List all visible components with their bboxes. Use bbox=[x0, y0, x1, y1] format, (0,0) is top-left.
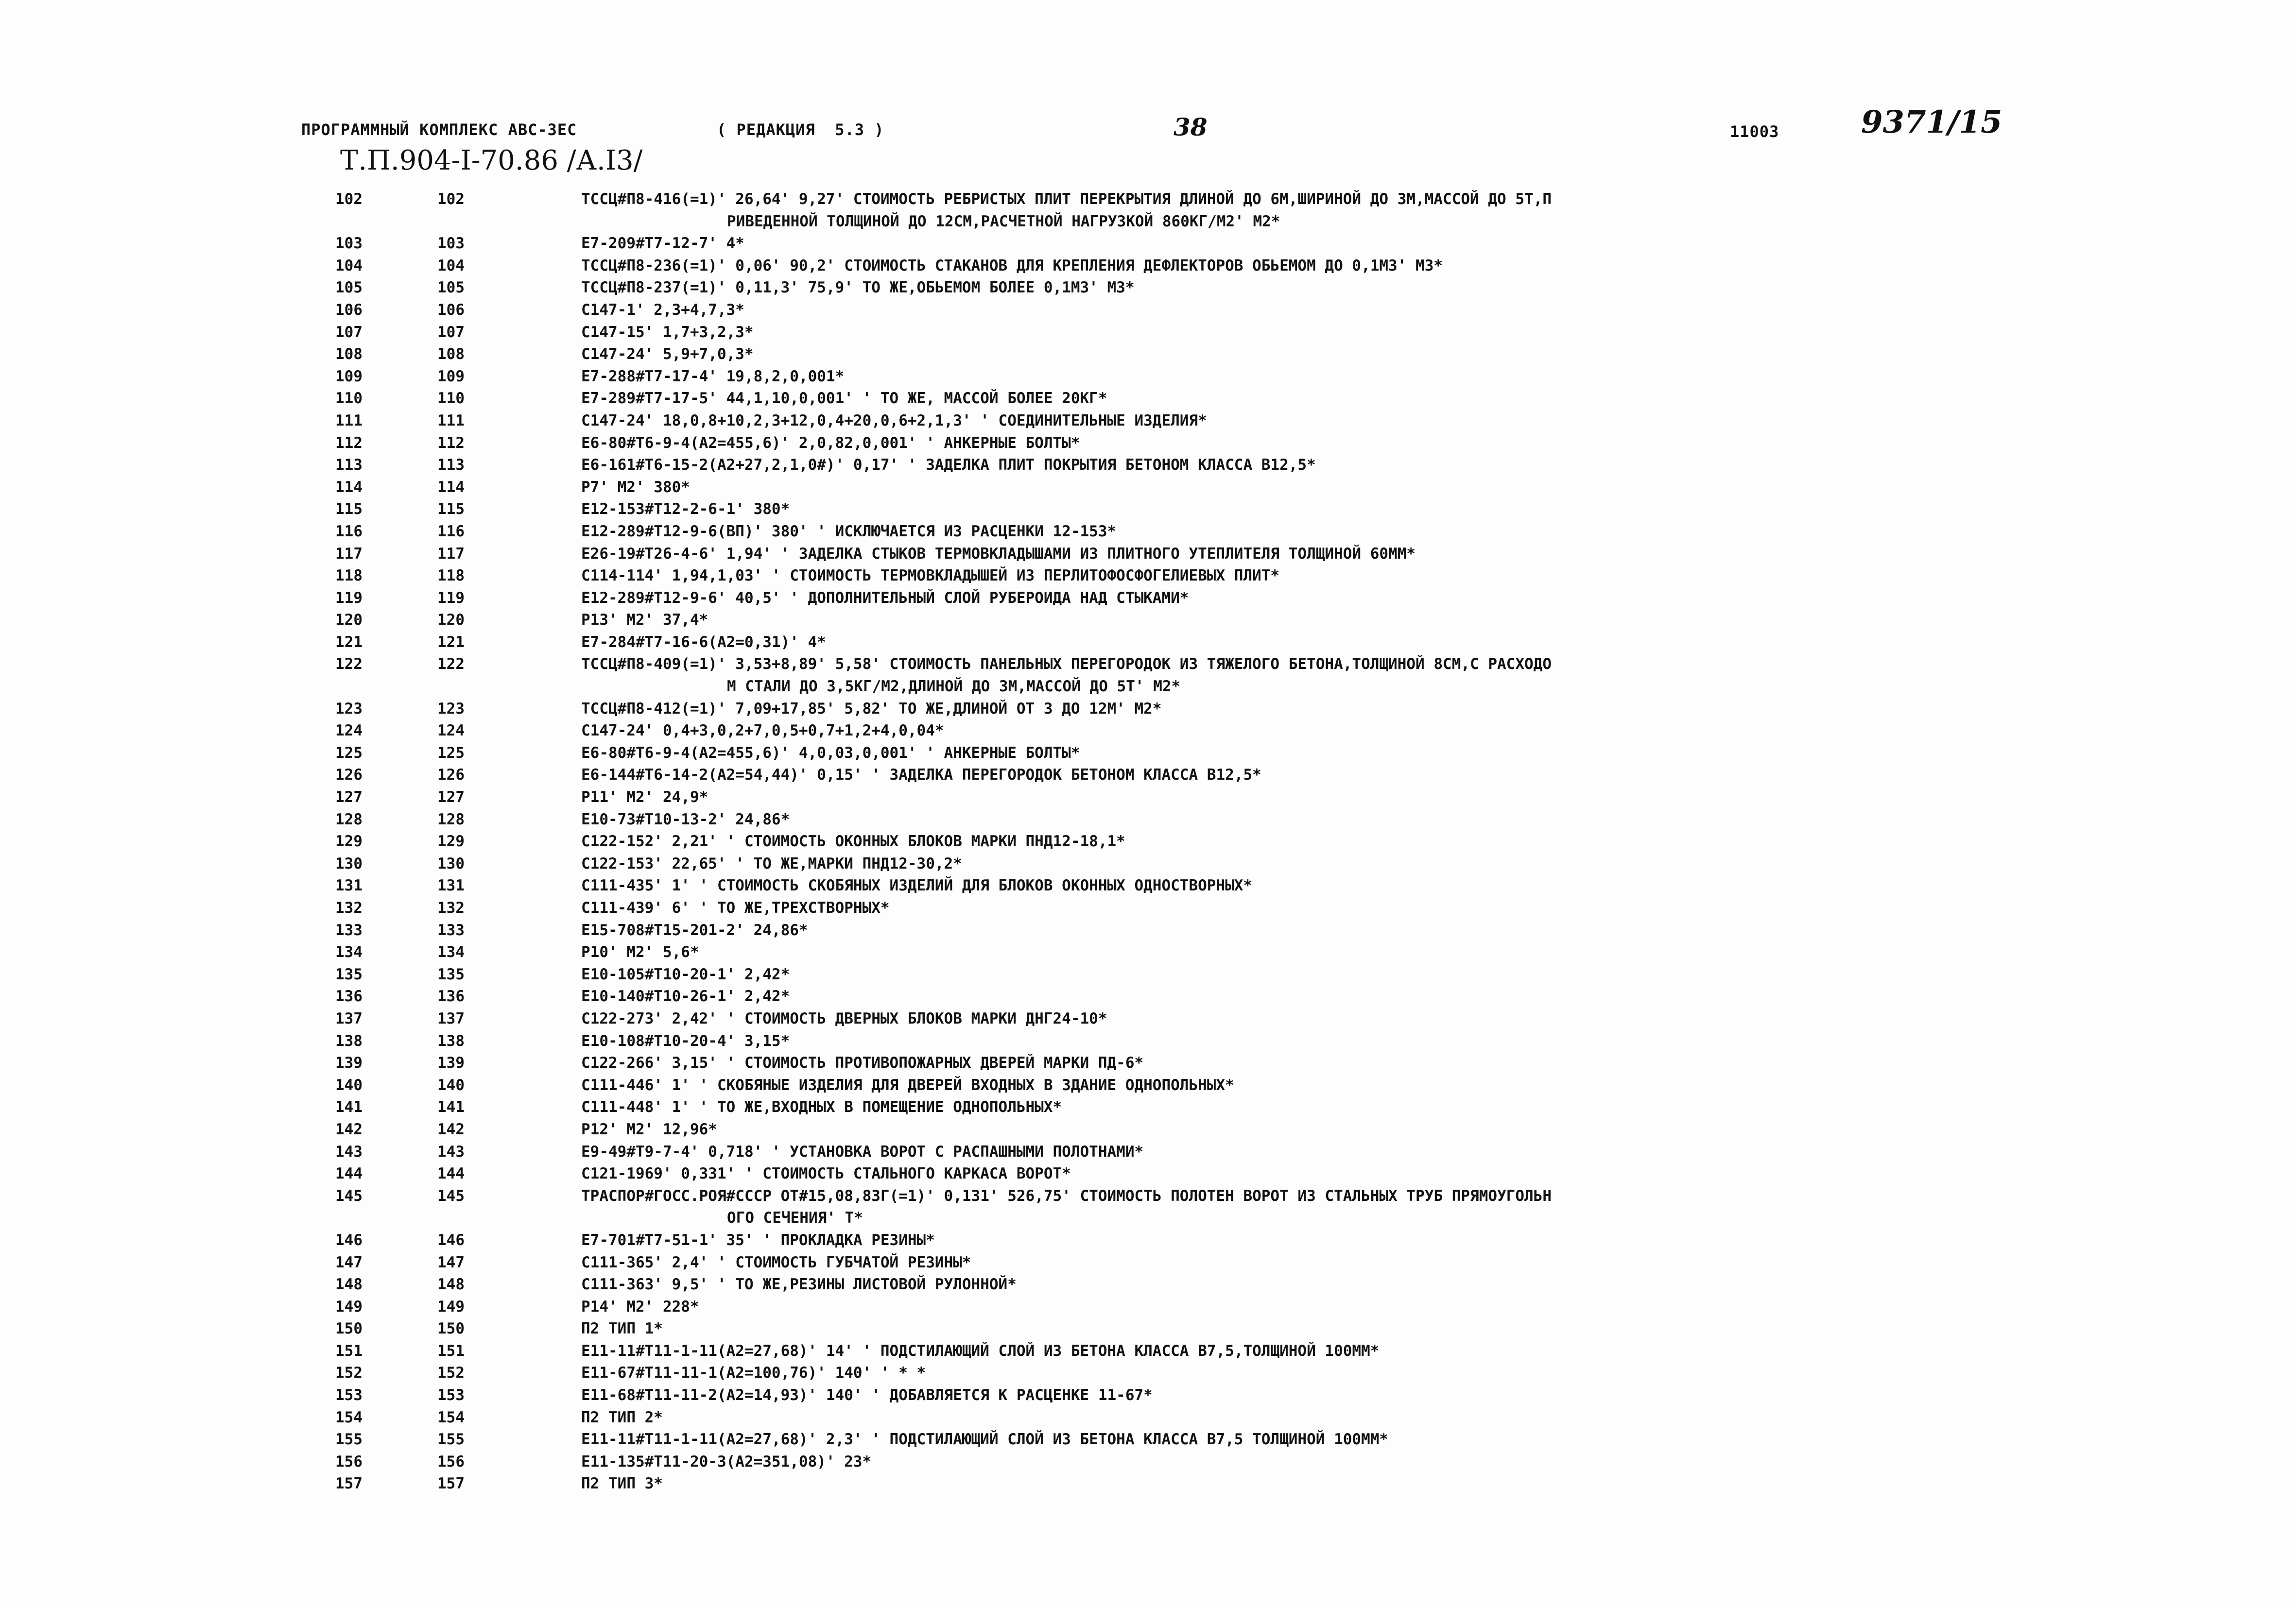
row-number: 143 bbox=[335, 1143, 363, 1161]
row-number: 126 bbox=[335, 766, 363, 784]
row-number: 124 bbox=[335, 722, 363, 740]
row-number: 139 bbox=[335, 1054, 363, 1072]
row-index: 131 bbox=[437, 877, 465, 895]
listing-row bbox=[0, 410, 2296, 432]
row-text: Е6-80#Т6-9-4(А2=455,6)' 2,0,82,0,001' ' АНКЕРНЫЕ БОЛТЫ* bbox=[581, 434, 1080, 452]
row-index: 142 bbox=[437, 1120, 465, 1138]
row-number: 142 bbox=[335, 1120, 363, 1138]
row-index: 117 bbox=[437, 545, 465, 563]
row-index: 146 bbox=[437, 1231, 465, 1249]
listing-row bbox=[0, 498, 2296, 521]
row-number: 116 bbox=[335, 522, 363, 540]
row-number: 109 bbox=[335, 367, 363, 385]
row-number: 115 bbox=[335, 500, 363, 518]
row-text: С147-24' 18,0,8+10,2,3+12,0,4+20,0,6+2,1,3' ' СОЕДИНИТЕЛЬНЫЕ ИЗДЕЛИЯ* bbox=[581, 411, 1207, 429]
row-text: П2 ТИП 3* bbox=[581, 1475, 663, 1493]
row-index: 108 bbox=[437, 345, 465, 363]
row-text: С147-1' 2,3+4,7,3* bbox=[581, 301, 744, 319]
listing-row bbox=[0, 941, 2296, 964]
row-text: Е26-19#Т26-4-6' 1,94' ' ЗАДЕЛКА СТЫКОВ ТЕРМОВКЛАДЫШАМИ ИЗ ПЛИТНОГО УТЕПЛИТЕЛЯ ТОЛЩИНОЙ 60ММ* bbox=[581, 545, 1416, 563]
row-index: 137 bbox=[437, 1009, 465, 1027]
row-number: 131 bbox=[335, 877, 363, 895]
listing-row bbox=[0, 454, 2296, 477]
listing-row bbox=[0, 521, 2296, 543]
row-text: Е7-209#Т7-12-7' 4* bbox=[581, 235, 744, 253]
row-number: 152 bbox=[335, 1364, 363, 1382]
handwritten-reference: 9371/15 bbox=[1861, 104, 2003, 140]
row-index: 145 bbox=[437, 1187, 465, 1205]
row-text: ТРАСПОР#ГОСС.РОЯ#СССР ОТ#15,08,83Г(=1)' 0,131' 526,75' СТОИМОСТЬ ПОЛОТЕН ВОРОТ ИЗ СТАЛЬНЫХ ТРУБ ПРЯМОУГОЛЬН bbox=[581, 1187, 1552, 1205]
row-text: С121-1969' 0,331' ' СТОИМОСТЬ СТАЛЬНОГО КАРКАСА ВОРОТ* bbox=[581, 1165, 1071, 1183]
row-text: С147-24' 0,4+3,0,2+7,0,5+0,7+1,2+4,0,04* bbox=[581, 722, 944, 740]
row-index: 150 bbox=[437, 1320, 465, 1338]
listing-row bbox=[0, 188, 2296, 211]
listing-row bbox=[0, 1318, 2296, 1340]
row-number: 134 bbox=[335, 943, 363, 961]
row-text: Р7' М2' 380* bbox=[581, 478, 690, 496]
listing-row bbox=[0, 1429, 2296, 1451]
listing-row bbox=[0, 1185, 2296, 1208]
listing-row bbox=[0, 1407, 2296, 1429]
row-text: Е11-11#Т11-1-11(А2=27,68)' 2,3' ' ПОДСТИЛАЮЩИЙ СЛОЙ ИЗ БЕТОНА КЛАССА В7,5 ТОЛЩИНОЙ 100ММ* bbox=[581, 1431, 1389, 1449]
row-text: Е6-161#Т6-15-2(А2+27,2,1,0#)' 0,17' ' ЗАДЕЛКА ПЛИТ ПОКРЫТИЯ БЕТОНОМ КЛАССА В12,5* bbox=[581, 456, 1316, 474]
row-number: 141 bbox=[335, 1098, 363, 1116]
listing-row bbox=[0, 1362, 2296, 1385]
row-text: С122-152' 2,21' ' СТОИМОСТЬ ОКОННЫХ БЛОКОВ МАРКИ ПНД12-18,1* bbox=[581, 833, 1125, 851]
row-number: 112 bbox=[335, 434, 363, 452]
row-text: С122-266' 3,15' ' СТОИМОСТЬ ПРОТИВОПОЖАРНЫХ ДВЕРЕЙ МАРКИ ПД-6* bbox=[581, 1054, 1144, 1072]
listing-row bbox=[0, 1296, 2296, 1318]
listing-row bbox=[0, 920, 2296, 942]
row-index: 112 bbox=[437, 434, 465, 452]
row-text: ТССЦ#П8-416(=1)' 26,64' 9,27' СТОИМОСТЬ РЕБРИСТЫХ ПЛИТ ПЕРЕКРЫТИЯ ДЛИНОЙ ДО 6М,ШИРИНОЙ ДО 3М,МАССОЙ ДО 5Т,П bbox=[581, 190, 1552, 208]
row-text-continuation: ОГО СЕЧЕНИЯ' Т* bbox=[727, 1209, 863, 1227]
row-index: 123 bbox=[437, 700, 465, 718]
row-number: 103 bbox=[335, 235, 363, 253]
row-index: 104 bbox=[437, 256, 465, 274]
row-text: Е10-73#Т10-13-2' 24,86* bbox=[581, 810, 790, 828]
listing-row bbox=[0, 1030, 2296, 1053]
row-text-continuation: РИВЕДЕННОЙ ТОЛЩИНОЙ ДО 12СМ,РАСЧЕТНОЙ НАГРУЗКОЙ 860КГ/М2' М2* bbox=[727, 212, 1280, 230]
row-index: 125 bbox=[437, 744, 465, 762]
listing-rows bbox=[0, 188, 2296, 1495]
row-number: 154 bbox=[335, 1408, 363, 1426]
row-index: 113 bbox=[437, 456, 465, 474]
row-number: 137 bbox=[335, 1009, 363, 1027]
row-number: 136 bbox=[335, 988, 363, 1006]
row-index: 105 bbox=[437, 279, 465, 297]
row-index: 116 bbox=[437, 522, 465, 540]
row-text: С111-365' 2,4' ' СТОИМОСТЬ ГУБЧАТОЙ РЕЗИНЫ* bbox=[581, 1253, 971, 1271]
row-number: 144 bbox=[335, 1165, 363, 1183]
listing-row bbox=[0, 875, 2296, 897]
row-text: С111-446' 1' ' СКОБЯНЫЕ ИЗДЕЛИЯ ДЛЯ ДВЕРЕЙ ВХОДНЫХ В ЗДАНИЕ ОДНОПОЛЬНЫХ* bbox=[581, 1076, 1234, 1094]
row-number: 155 bbox=[335, 1431, 363, 1449]
row-number: 133 bbox=[335, 921, 363, 939]
row-index: 138 bbox=[437, 1032, 465, 1050]
row-index: 136 bbox=[437, 988, 465, 1006]
row-number: 123 bbox=[335, 700, 363, 718]
row-number: 150 bbox=[335, 1320, 363, 1338]
row-index: 148 bbox=[437, 1276, 465, 1294]
row-number: 106 bbox=[335, 301, 363, 319]
row-index: 118 bbox=[437, 567, 465, 585]
row-text: ТССЦ#П8-409(=1)' 3,53+8,89' 5,58' СТОИМОСТЬ ПАНЕЛЬНЫХ ПЕРЕГОРОДОК ИЗ ТЯЖЕЛОГО БЕТОНА,ТОЛЩИНОЙ 8СМ,С РАСХОДО bbox=[581, 655, 1552, 673]
row-text: С111-363' 9,5' ' ТО ЖЕ,РЕЗИНЫ ЛИСТОВОЙ РУЛОННОЙ* bbox=[581, 1276, 1017, 1294]
row-number: 147 bbox=[335, 1253, 363, 1271]
row-text: ТССЦ#П8-236(=1)' 0,06' 90,2' СТОИМОСТЬ СТАКАНОВ ДЛЯ КРЕПЛЕНИЯ ДЕФЛЕКТОРОВ ОБЬЕМОМ ДО 0,1М3' М3* bbox=[581, 256, 1443, 274]
row-number: 156 bbox=[335, 1453, 363, 1470]
listing-row bbox=[0, 786, 2296, 809]
row-number: 105 bbox=[335, 279, 363, 297]
listing-row bbox=[0, 897, 2296, 920]
row-text: Е11-68#Т11-11-2(А2=14,93)' 140' ' ДОБАВЛЯЕТСЯ К РАСЦЕНКЕ 11-67* bbox=[581, 1386, 1153, 1404]
row-index: 109 bbox=[437, 367, 465, 385]
row-number: 132 bbox=[335, 899, 363, 917]
row-index: 110 bbox=[437, 390, 465, 408]
row-number: 129 bbox=[335, 833, 363, 851]
listing-row bbox=[0, 1230, 2296, 1252]
row-text: Е7-701#Т7-51-1' 35' ' ПРОКЛАДКА РЕЗИНЫ* bbox=[581, 1231, 935, 1249]
row-index: 135 bbox=[437, 965, 465, 983]
row-text-continuation: М СТАЛИ ДО 3,5КГ/М2,ДЛИНОЙ ДО 3М,МАССОЙ ДО 5Т' М2* bbox=[727, 678, 1181, 696]
row-index: 128 bbox=[437, 810, 465, 828]
row-text: С122-273' 2,42' ' СТОИМОСТЬ ДВЕРНЫХ БЛОКОВ МАРКИ ДНГ24-10* bbox=[581, 1009, 1107, 1027]
row-index: 141 bbox=[437, 1098, 465, 1116]
listing-row bbox=[0, 698, 2296, 720]
row-index: 156 bbox=[437, 1453, 465, 1470]
row-index: 111 bbox=[437, 411, 465, 429]
row-number: 145 bbox=[335, 1187, 363, 1205]
row-text: ТССЦ#П8-412(=1)' 7,09+17,85' 5,82' ТО ЖЕ,ДЛИНОЙ ОТ 3 ДО 12М' М2* bbox=[581, 700, 1162, 718]
document-code: 11003 bbox=[1730, 122, 1779, 141]
row-index: 132 bbox=[437, 899, 465, 917]
listing-row bbox=[0, 1274, 2296, 1296]
row-text: П2 ТИП 1* bbox=[581, 1320, 663, 1338]
listing-row bbox=[0, 632, 2296, 654]
listing-row bbox=[0, 742, 2296, 765]
listing-row bbox=[0, 1473, 2296, 1495]
row-index: 151 bbox=[437, 1342, 465, 1360]
row-number: 140 bbox=[335, 1076, 363, 1094]
row-number: 148 bbox=[335, 1276, 363, 1294]
row-text: Е11-135#Т11-20-3(А2=351,08)' 23* bbox=[581, 1453, 872, 1470]
listing-row bbox=[0, 1141, 2296, 1163]
listing-row bbox=[0, 1119, 2296, 1141]
listing-row bbox=[0, 477, 2296, 499]
row-index: 106 bbox=[437, 301, 465, 319]
row-number: 119 bbox=[335, 589, 363, 607]
row-number: 130 bbox=[335, 855, 363, 872]
row-text: Е11-67#Т11-11-1(А2=100,76)' 140' ' * * bbox=[581, 1364, 926, 1382]
row-index: 139 bbox=[437, 1054, 465, 1072]
document-stamp: Т.П.904-I-70.86 /А.I3/ bbox=[340, 145, 643, 176]
listing-row bbox=[0, 809, 2296, 831]
row-number: 107 bbox=[335, 323, 363, 341]
row-number: 117 bbox=[335, 545, 363, 563]
row-number: 121 bbox=[335, 633, 363, 651]
row-index: 133 bbox=[437, 921, 465, 939]
listing-row bbox=[0, 388, 2296, 410]
row-index: 121 bbox=[437, 633, 465, 651]
listing-row bbox=[0, 609, 2296, 632]
row-index: 140 bbox=[437, 1076, 465, 1094]
listing-row bbox=[0, 964, 2296, 986]
row-text: Р10' М2' 5,6* bbox=[581, 943, 699, 961]
listing-row bbox=[0, 432, 2296, 455]
row-number: 102 bbox=[335, 190, 363, 208]
row-text: Е6-80#Т6-9-4(А2=455,6)' 4,0,03,0,001' ' АНКЕРНЫЕ БОЛТЫ* bbox=[581, 744, 1080, 762]
row-index: 130 bbox=[437, 855, 465, 872]
row-index: 129 bbox=[437, 833, 465, 851]
listing-row bbox=[0, 653, 2296, 676]
listing-row bbox=[0, 986, 2296, 1008]
listing-row bbox=[0, 1340, 2296, 1363]
listing-row bbox=[0, 565, 2296, 587]
row-text: ТССЦ#П8-237(=1)' 0,11,3' 75,9' ТО ЖЕ,ОБЬЕМОМ БОЛЕЕ 0,1М3' М3* bbox=[581, 279, 1135, 297]
row-text: С111-448' 1' ' ТО ЖЕ,ВХОДНЫХ В ПОМЕЩЕНИЕ ОДНОПОЛЬНЫХ* bbox=[581, 1098, 1062, 1116]
row-number: 153 bbox=[335, 1386, 363, 1404]
row-text: Е12-153#Т12-2-6-1' 380* bbox=[581, 500, 790, 518]
listing-row bbox=[0, 587, 2296, 610]
listing-row bbox=[0, 1163, 2296, 1185]
listing-row bbox=[0, 1075, 2296, 1097]
listing-row-continuation bbox=[0, 676, 2296, 698]
row-index: 154 bbox=[437, 1408, 465, 1426]
row-number: 157 bbox=[335, 1475, 363, 1493]
row-text: С114-114' 1,94,1,03' ' СТОИМОСТЬ ТЕРМОВКЛАДЫШЕЙ ИЗ ПЕРЛИТОФОСФОГЕЛИЕВЫХ ПЛИТ* bbox=[581, 567, 1280, 585]
row-text: Р13' М2' 37,4* bbox=[581, 611, 708, 629]
listing-row bbox=[0, 1052, 2296, 1075]
row-index: 155 bbox=[437, 1431, 465, 1449]
row-index: 126 bbox=[437, 766, 465, 784]
row-number: 122 bbox=[335, 655, 363, 673]
row-index: 115 bbox=[437, 500, 465, 518]
row-index: 152 bbox=[437, 1364, 465, 1382]
program-title: ПРОГРАММНЫЙ КОМПЛЕКС АВС-ЗЕС bbox=[301, 120, 577, 139]
listing-row bbox=[0, 233, 2296, 255]
row-number: 138 bbox=[335, 1032, 363, 1050]
row-text: Е10-108#Т10-20-4' 3,15* bbox=[581, 1032, 790, 1050]
row-index: 119 bbox=[437, 589, 465, 607]
listing-row bbox=[0, 720, 2296, 742]
row-text: Е10-140#Т10-26-1' 2,42* bbox=[581, 988, 790, 1006]
row-number: 125 bbox=[335, 744, 363, 762]
row-text: С147-24' 5,9+7,0,3* bbox=[581, 345, 754, 363]
row-number: 151 bbox=[335, 1342, 363, 1360]
listing-row bbox=[0, 543, 2296, 565]
row-text: П2 ТИП 2* bbox=[581, 1408, 663, 1426]
listing-row-continuation bbox=[0, 211, 2296, 233]
row-text: Р11' М2' 24,9* bbox=[581, 788, 708, 806]
row-number: 149 bbox=[335, 1298, 363, 1316]
row-number: 111 bbox=[335, 411, 363, 429]
row-index: 134 bbox=[437, 943, 465, 961]
listing-row bbox=[0, 299, 2296, 322]
row-index: 157 bbox=[437, 1475, 465, 1493]
listing-row-continuation bbox=[0, 1207, 2296, 1230]
row-text: С122-153' 22,65' ' ТО ЖЕ,МАРКИ ПНД12-30,2* bbox=[581, 855, 962, 872]
row-text: С111-439' 6' ' ТО ЖЕ,ТРЕХСТВОРНЫХ* bbox=[581, 899, 890, 917]
row-index: 103 bbox=[437, 235, 465, 253]
row-number: 108 bbox=[335, 345, 363, 363]
row-number: 114 bbox=[335, 478, 363, 496]
listing-row bbox=[0, 1252, 2296, 1274]
listing-row bbox=[0, 277, 2296, 299]
row-number: 113 bbox=[335, 456, 363, 474]
row-number: 127 bbox=[335, 788, 363, 806]
row-text: Е10-105#Т10-20-1' 2,42* bbox=[581, 965, 790, 983]
row-text: Е6-144#Т6-14-2(А2=54,44)' 0,15' ' ЗАДЕЛКА ПЕРЕГОРОДОК БЕТОНОМ КЛАССА В12,5* bbox=[581, 766, 1261, 784]
row-number: 135 bbox=[335, 965, 363, 983]
edition-label: ( РЕДАКЦИЯ 5.3 ) bbox=[717, 120, 884, 139]
row-number: 120 bbox=[335, 611, 363, 629]
listing-row bbox=[0, 831, 2296, 853]
row-text: Р14' М2' 228* bbox=[581, 1298, 699, 1316]
listing-row bbox=[0, 853, 2296, 875]
listing-row bbox=[0, 343, 2296, 366]
row-index: 120 bbox=[437, 611, 465, 629]
row-number: 118 bbox=[335, 567, 363, 585]
row-index: 102 bbox=[437, 190, 465, 208]
row-text: Е7-288#Т7-17-4' 19,8,2,0,001* bbox=[581, 367, 845, 385]
listing-row bbox=[0, 322, 2296, 344]
listing-row bbox=[0, 366, 2296, 388]
row-number: 128 bbox=[335, 810, 363, 828]
row-text: Р12' М2' 12,96* bbox=[581, 1120, 717, 1138]
row-text: С111-435' 1' ' СТОИМОСТЬ СКОБЯНЫХ ИЗДЕЛИЙ ДЛЯ БЛОКОВ ОКОННЫХ ОДНОСТВОРНЫХ* bbox=[581, 877, 1253, 895]
row-text: Е7-284#Т7-16-6(А2=0,31)' 4* bbox=[581, 633, 826, 651]
row-text: Е7-289#Т7-17-5' 44,1,10,0,001' ' ТО ЖЕ, МАССОЙ БОЛЕЕ 20КГ* bbox=[581, 390, 1107, 408]
row-index: 124 bbox=[437, 722, 465, 740]
row-index: 107 bbox=[437, 323, 465, 341]
row-index: 127 bbox=[437, 788, 465, 806]
row-number: 104 bbox=[335, 256, 363, 274]
row-index: 122 bbox=[437, 655, 465, 673]
row-text: Е15-708#Т15-201-2' 24,86* bbox=[581, 921, 808, 939]
row-index: 144 bbox=[437, 1165, 465, 1183]
listing-row bbox=[0, 1096, 2296, 1119]
row-text: Е12-289#Т12-9-6' 40,5' ' ДОПОЛНИТЕЛЬНЫЙ СЛОЙ РУБЕРОИДА НАД СТЫКАМИ* bbox=[581, 589, 1189, 607]
row-text: Е12-289#Т12-9-6(ВП)' 380' ' ИСКЛЮЧАЕТСЯ ИЗ РАСЦЕНКИ 12-153* bbox=[581, 522, 1117, 540]
row-text: Е9-49#Т9-7-4' 0,718' ' УСТАНОВКА ВОРОТ С РАСПАШНЫМИ ПОЛОТНАМИ* bbox=[581, 1143, 1144, 1161]
row-index: 149 bbox=[437, 1298, 465, 1316]
listing-row bbox=[0, 1451, 2296, 1473]
row-index: 143 bbox=[437, 1143, 465, 1161]
row-number: 146 bbox=[335, 1231, 363, 1249]
listing-row bbox=[0, 1385, 2296, 1407]
page-number: 38 bbox=[1174, 113, 1208, 141]
row-index: 153 bbox=[437, 1386, 465, 1404]
row-number: 110 bbox=[335, 390, 363, 408]
row-text: С147-15' 1,7+3,2,3* bbox=[581, 323, 754, 341]
row-index: 114 bbox=[437, 478, 465, 496]
row-index: 147 bbox=[437, 1253, 465, 1271]
row-text: Е11-11#Т11-1-11(А2=27,68)' 14' ' ПОДСТИЛАЮЩИЙ СЛОЙ ИЗ БЕТОНА КЛАССА В7,5,ТОЛЩИНОЙ 100ММ* bbox=[581, 1342, 1380, 1360]
listing-row bbox=[0, 255, 2296, 277]
listing-row bbox=[0, 764, 2296, 786]
listing-row bbox=[0, 1008, 2296, 1030]
